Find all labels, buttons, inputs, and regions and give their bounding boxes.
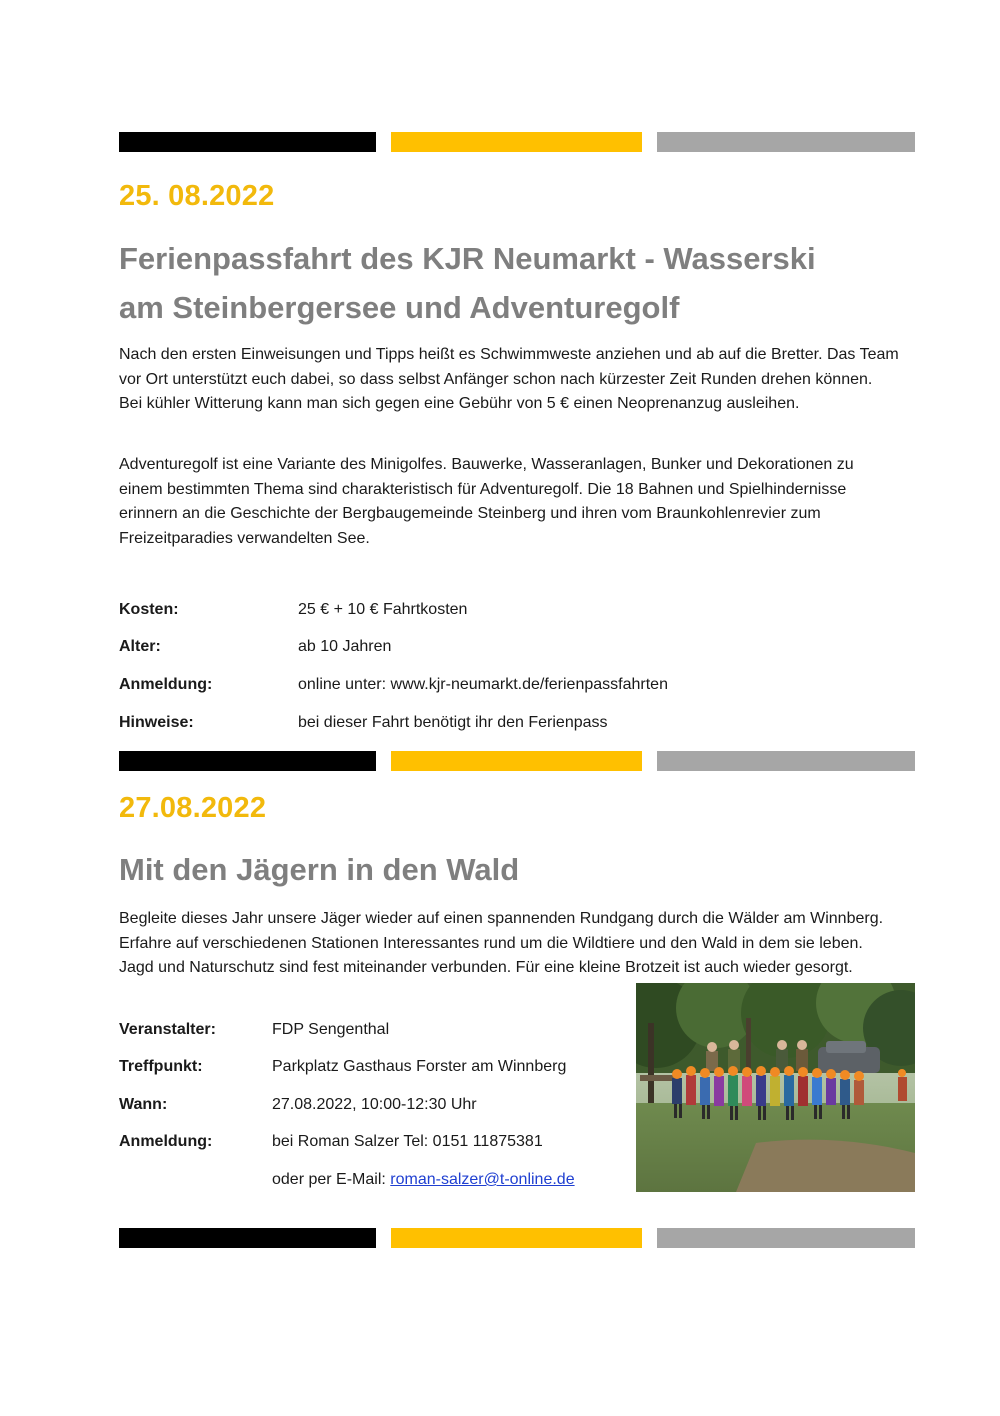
detail-value: FDP Sengenthal [272,1021,390,1038]
detail-label: Anmeldung: [119,1133,213,1150]
color-bar-divider [119,132,915,152]
event-title [119,234,919,332]
detail-label: Alter: [119,638,161,655]
detail-label: Veranstalter: [119,1021,216,1038]
detail-label: Treffpunkt: [119,1058,203,1075]
email-link[interactable]: roman-salzer@t-online.de [390,1171,575,1188]
description-paragraph: Adventuregolf ist eine Variante des Minigolfes. Bauwerke, Wasseranlagen, Bunker und Dekorationen zu einem bestimmten Thema sind charakteristisch für Adventuregolf. Die 18 Bahnen und Spielhindernisse erinnern an die Geschichte der Bergbaugemeinde Steinberg und ihren vom Braunkohlenrevier zum Freizeitparadies verwandelten See. [119,456,854,547]
color-bar-divider [119,751,915,771]
yellow-bar [391,751,642,771]
event-description [119,343,899,417]
detail-label: Anmeldung: [119,676,213,693]
event-date: 25. 08.2022 [119,180,275,212]
detail-label: Hinweise: [119,714,194,731]
event-description [119,453,899,551]
detail-value: Parkplatz Gasthaus Forster am Winnberg [272,1058,567,1075]
group-photo [636,983,915,1192]
event-title: Mit den Jägern in den Wald [119,852,520,887]
event-date: 27.08.2022 [119,792,267,824]
detail-value: bei Roman Salzer Tel: 0151 11875381 [272,1133,543,1150]
gray-bar [657,1228,915,1248]
black-bar [119,1228,376,1248]
yellow-bar [391,1228,642,1248]
detail-label: Kosten: [119,601,179,618]
event-title-line: am Steinbergersee und Adventuregolf [119,290,680,325]
detail-value: online unter: www.kjr-neumarkt.de/ferienpassfahrten [298,676,668,693]
color-bar-divider [119,1228,915,1248]
detail-value [272,1171,575,1189]
event-description [119,907,889,981]
detail-value: bei dieser Fahrt benötigt ihr den Ferienpass [298,714,608,731]
detail-value: 25 € + 10 € Fahrtkosten [298,601,468,618]
description-paragraph: Nach den ersten Einweisungen und Tipps heißt es Schwimmweste anziehen und ab auf die Bretter. Das Team vor Ort unterstützt euch dabei, so dass selbst Anfänger schon nach kürzester Zeit Runden drehen können. Bei kühler Witterung kann man sich gegen eine Gebühr von 5 € einen Neoprenanzug ausleihen. [119,346,899,412]
black-bar [119,751,376,771]
event-title-line: Ferienpassfahrt des KJR Neumarkt - Wasserski [119,241,816,276]
black-bar [119,132,376,152]
description-paragraph: Begleite dieses Jahr unsere Jäger wieder auf einen spannenden Rundgang durch die Wälder am Winnberg. Erfahre auf verschiedenen Stationen Interessantes rund um die Wildtiere und den Wald in dem sie leben. Jagd und Naturschutz sind fest miteinander verbunden. Für eine kleine Brotzeit ist auch wieder gesorgt. [119,910,884,976]
detail-label: Wann: [119,1096,168,1113]
detail-value: 27.08.2022, 10:00-12:30 Uhr [272,1096,477,1113]
detail-value: ab 10 Jahren [298,638,392,655]
gray-bar [657,751,915,771]
group-photo-image [636,983,915,1192]
email-prefix: oder per E-Mail: [272,1171,391,1188]
gray-bar [657,132,915,152]
yellow-bar [391,132,642,152]
